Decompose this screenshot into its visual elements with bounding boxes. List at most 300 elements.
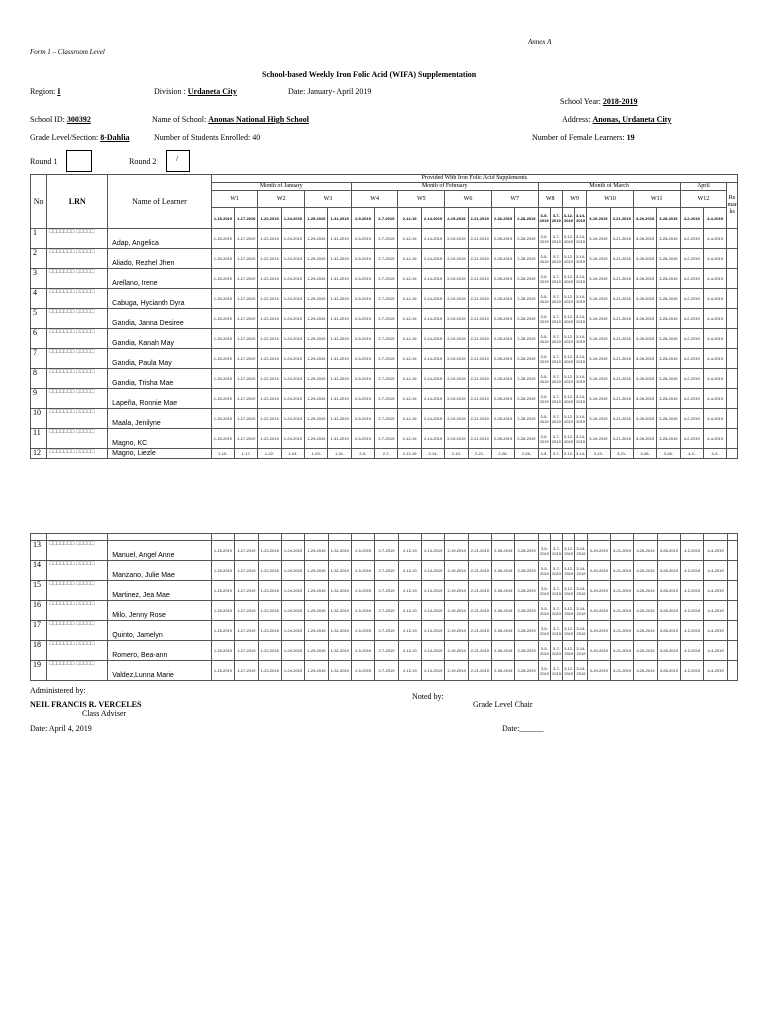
provided-header: Provided With Iron Folic Acid Supplements	[211, 175, 737, 183]
date-cell: 3-21-	[610, 449, 633, 459]
date-cell: 2-7-2019	[375, 229, 398, 249]
date-cell: 1-29-2019	[305, 621, 328, 641]
date-cell: 1-15-2019	[211, 429, 234, 449]
date-header: 4-4-2019	[703, 208, 726, 229]
date-cell: 2-7-2019	[375, 429, 398, 449]
date-cell: 2-21-2019	[468, 329, 491, 349]
date-cell: 3-14-2019	[575, 229, 587, 249]
date-cell: 4-4-2019	[704, 621, 727, 641]
date-cell: 2-7-2019	[375, 349, 398, 369]
date-cell: 4-2-2019	[681, 581, 704, 601]
date-cell: 3-19-2019	[587, 641, 610, 661]
date-cell: 3-19-2019	[587, 409, 610, 429]
date-cell: 2-14-2019	[421, 369, 444, 389]
date-header: 1-15-2019	[211, 208, 234, 229]
row-number: 17	[31, 621, 47, 641]
date-cell: 3-12-2019	[563, 541, 575, 561]
date-header: 1-29-2019	[305, 208, 328, 229]
date-cell: 2-21-2019	[468, 309, 491, 329]
date-cell: 1-22-2019	[258, 369, 281, 389]
date-cell: 1-29-2019	[305, 369, 328, 389]
date-cell: 3-21-2019	[610, 641, 633, 661]
date-cell: 3-7-2019	[550, 309, 562, 329]
date-cell: 3-26-	[633, 449, 656, 459]
date-cell: 2-26-2019	[491, 329, 514, 349]
date-header: 2-14-2019	[421, 208, 444, 229]
date-cell: 1-24-2019	[281, 309, 304, 329]
date-cell: 2-12-19	[398, 329, 421, 349]
round2-checkbox[interactable]	[166, 150, 190, 172]
date-cell: 2-5-2019	[351, 621, 374, 641]
date-cell: 2-26-2019	[492, 661, 515, 681]
date-cell: 3-21-2019	[610, 621, 633, 641]
date-cell: 3-21-2019	[610, 429, 633, 449]
date-cell: 3-26-2019	[633, 309, 656, 329]
date-cell: 1-31-2019	[328, 309, 351, 329]
date-cell: 2-12-19	[398, 601, 421, 621]
grade-value: 8-Dahlia	[100, 133, 130, 142]
date-cell: 1-29-	[305, 449, 328, 459]
date-cell: 3-12-2019	[562, 409, 574, 429]
date-cell: 1-31-2019	[328, 601, 351, 621]
month-header: Month of February	[351, 183, 538, 191]
week-header: W3	[305, 191, 352, 208]
date-cell: 1-29-2019	[305, 561, 328, 581]
date-cell: 2-14-2019	[421, 229, 444, 249]
table-row	[31, 601, 738, 621]
date-cell: 4-2-2019	[680, 369, 703, 389]
date-cell: 3-5-2019	[538, 641, 550, 661]
learner-name: Valdez,Lunna Marie	[108, 661, 212, 681]
date-cell: 3-21-2019	[610, 329, 633, 349]
date-cell: 2-28-2019	[515, 429, 538, 449]
date-cell: 3-26-2019	[633, 269, 656, 289]
date-cell: 3-12-2019	[563, 641, 575, 661]
date-cell: 4-2-	[680, 449, 703, 459]
date-cell: 3-26-2019	[634, 581, 657, 601]
date-cell: 2-26-2019	[492, 561, 515, 581]
school-year-value: 2018-2019	[602, 97, 638, 106]
date-cell: 3-7-2019	[551, 641, 563, 661]
date-cell: 2-7-2019	[375, 289, 398, 309]
grade-field	[30, 133, 130, 142]
female-field	[532, 133, 635, 142]
date-cell: 3-26-2019	[633, 369, 656, 389]
date-cell: 1-31-2019	[328, 289, 351, 309]
date-cell: 3-5-2019	[538, 429, 550, 449]
date-cell: 2-5-2019	[351, 249, 374, 269]
date-cell: 2-12-19	[398, 409, 421, 429]
date-cell: 2-28-2019	[515, 561, 538, 581]
date-cell: 3-28-2019	[657, 289, 680, 309]
date-cell: 2-26-2019	[492, 621, 515, 641]
date-header: 2-28-2019	[515, 208, 538, 229]
remarks-cell	[727, 429, 738, 449]
date-cell: 1-17-2019	[235, 429, 258, 449]
remarks-cell	[727, 621, 737, 641]
date-cell: 2-14-2019	[421, 309, 444, 329]
date-cell: 1-24-2019	[281, 389, 304, 409]
date-cell: 1-24-2019	[281, 601, 304, 621]
date-header: 2-26-2019	[491, 208, 514, 229]
date-cell: 3-28-2019	[657, 429, 680, 449]
date-cell: 3-21-2019	[610, 349, 633, 369]
date-cell	[681, 534, 704, 541]
date-cell: 2-12-19	[398, 581, 421, 601]
date-cell: 3-26-2019	[633, 329, 656, 349]
date-cell: 1-15-	[211, 449, 234, 459]
date-cell	[211, 534, 234, 541]
school-name-label: Name of School:	[152, 115, 207, 124]
date-cell: 2-19-2019	[445, 289, 468, 309]
date-cell: 1-15-2019	[211, 561, 234, 581]
date-cell: 1-22-2019	[258, 349, 281, 369]
date-cell: 1-15-2019	[211, 369, 234, 389]
date-cell: 2-28-2019	[515, 369, 538, 389]
date-cell: 1-31-2019	[328, 229, 351, 249]
date-cell: 1-24-2019	[281, 429, 304, 449]
row-number: 5	[31, 309, 47, 329]
date-cell: 2-26-2019	[491, 369, 514, 389]
date-cell: 1-17-2019	[235, 581, 258, 601]
date-cell: 4-2-2019	[681, 661, 704, 681]
date-cell: 4-4-2019	[704, 601, 727, 621]
date-cell: 2-21-2019	[468, 661, 491, 681]
date-cell: 4-4-2019	[703, 389, 726, 409]
date-cell: 2-26-2019	[491, 249, 514, 269]
date-cell: 2-19-2019	[445, 581, 468, 601]
lrn-cell: □□□□□□□ □□□□□	[47, 249, 108, 269]
date-cell: 3-14-2019	[575, 661, 587, 681]
date-cell: 2-26-2019	[491, 429, 514, 449]
date-cell: 1-24-2019	[281, 621, 304, 641]
date-cell: 1-17-2019	[235, 349, 258, 369]
week-header: W11	[633, 191, 680, 208]
row-number: 12	[31, 449, 47, 459]
date-cell: 3-19-2019	[587, 661, 610, 681]
date-cell: 1-22-2019	[258, 541, 281, 561]
table-row	[31, 561, 738, 581]
date-cell: 4-2-2019	[680, 349, 703, 369]
date-cell: 3-14-2019	[575, 601, 587, 621]
date-cell: 1-17-2019	[235, 561, 258, 581]
date-cell: 4-4-2019	[703, 429, 726, 449]
date-cell: 2-5-2019	[351, 289, 374, 309]
round2-label: Round 2	[129, 157, 157, 166]
remarks-cell	[727, 309, 738, 329]
date-cell: 4-2-2019	[680, 289, 703, 309]
date-cell: 3-5-2019	[538, 229, 550, 249]
remarks-cell	[727, 409, 738, 429]
date-cell: 3-7-2019	[550, 229, 562, 249]
date-cell: 1-31-	[328, 449, 351, 459]
date-cell: 2-26-2019	[491, 289, 514, 309]
date-cell: 3-26-2019	[633, 229, 656, 249]
remarks-cell	[727, 249, 738, 269]
date-cell: 1-15-2019	[211, 389, 234, 409]
date-cell: 1-24-2019	[281, 229, 304, 249]
week-header: W6	[445, 191, 492, 208]
date-cell: 3-5-2019	[538, 541, 550, 561]
date-cell: 3-7-2019	[551, 541, 563, 561]
date-cell: 2-26-2019	[491, 229, 514, 249]
date-cell: 2-28-2019	[515, 309, 538, 329]
round2-check-mark: /	[176, 154, 179, 163]
division-label: Division :	[154, 87, 186, 96]
date-cell: 1-22-2019	[258, 309, 281, 329]
date-cell: 1-29-2019	[305, 329, 328, 349]
date-cell: 2-19-2019	[445, 409, 468, 429]
date-cell: 3-28-2019	[657, 269, 680, 289]
col-lrn-header: LRN	[47, 175, 108, 229]
date-cell: 1-29-2019	[305, 309, 328, 329]
date-cell: 3-14-2019	[575, 621, 587, 641]
table-row	[31, 661, 738, 681]
date-cell: 3-14-2019	[575, 389, 587, 409]
date-cell: 2-28-2019	[515, 641, 538, 661]
date-cell: 2-5-2019	[351, 429, 374, 449]
date-cell: 1-17-2019	[235, 541, 258, 561]
month-header: April	[680, 183, 727, 191]
adviser-title: Class Adviser	[82, 709, 127, 718]
table-row	[31, 541, 738, 561]
date-cell: 2-5-2019	[351, 541, 374, 561]
date-cell: 3-19-2019	[587, 369, 610, 389]
date-cell: 2-28-2019	[515, 229, 538, 249]
date-cell: 2-28-2019	[515, 621, 538, 641]
lrn-cell: □□□□□□□ □□□□□	[47, 581, 108, 601]
date-cell: 2-14-2019	[421, 389, 444, 409]
region-field	[30, 87, 60, 96]
date-cell: 3-21-2019	[610, 289, 633, 309]
date-cell: 1-22-2019	[258, 661, 281, 681]
learner-name: Quinto, Jamelyn	[108, 621, 212, 641]
learner-name: Maala, Jenilyne	[108, 409, 212, 429]
date-cell: 3-14-2019	[575, 249, 587, 269]
learner-name: Milo, Jenny Rose	[108, 601, 212, 621]
date-cell: 3-28-2019	[657, 409, 680, 429]
date-cell: 1-31-2019	[328, 409, 351, 429]
date-cell: 3-7-2019	[550, 369, 562, 389]
date-cell: 1-22-2019	[258, 641, 281, 661]
date-cell: 3-19-2019	[587, 561, 610, 581]
school-id-value: 300392	[66, 115, 91, 124]
date-cell: 3-26-2019	[633, 389, 656, 409]
date-header: 3-19-2019	[587, 208, 610, 229]
lrn-cell: □□□□□□□ □□□□□	[47, 541, 108, 561]
date-cell: 2-21-2019	[468, 229, 491, 249]
date-cell: 3-26-2019	[633, 289, 656, 309]
date-cell: 2-14-2019	[421, 249, 444, 269]
week-header: W12	[680, 191, 727, 208]
date-cell: 2-19-2019	[445, 661, 468, 681]
school-year-field	[560, 97, 638, 106]
date-cell: 2-14-2019	[422, 621, 445, 641]
date-cell: 3-26-2019	[633, 429, 656, 449]
remarks-cell	[727, 581, 737, 601]
lrn-cell: □□□□□□□ □□□□□	[47, 329, 108, 349]
date-cell: 2-21-2019	[468, 369, 491, 389]
date-cell: 2-26-2019	[491, 349, 514, 369]
date-cell: 4-2-2019	[681, 641, 704, 661]
date-cell: 1-22-2019	[258, 581, 281, 601]
wifa-table-page2	[30, 533, 738, 681]
date-cell	[538, 534, 550, 541]
date-cell: 2-28-2019	[515, 389, 538, 409]
date-cell: 2-14-2019	[422, 561, 445, 581]
date-cell: 3-28-2019	[657, 369, 680, 389]
date-cell: 3-5-2019	[538, 581, 550, 601]
date-cell: 1-15-2019	[211, 269, 234, 289]
table-row	[31, 249, 738, 269]
date-cell: 1-17-2019	[235, 329, 258, 349]
date-cell: 2-12-19	[398, 389, 421, 409]
date-cell: 1-29-2019	[305, 541, 328, 561]
date-cell: 2-7-2019	[375, 641, 398, 661]
date-cell: 2-28-2019	[515, 601, 538, 621]
date-cell: 4-4-2019	[703, 269, 726, 289]
date-cell: 1-24-2019	[281, 641, 304, 661]
date-cell: 1-29-2019	[305, 641, 328, 661]
date-cell: 1-24-2019	[281, 329, 304, 349]
date-cell: 4-2-2019	[681, 621, 704, 641]
date-cell: 3-12-2019	[562, 349, 574, 369]
date-cell: 2-12-19	[398, 449, 421, 459]
date-cell: 2-28-2019	[515, 349, 538, 369]
date-cell: 1-15-2019	[211, 601, 234, 621]
date-cell: 3-28-2019	[657, 561, 680, 581]
row-number: 6	[31, 329, 47, 349]
learner-name	[108, 534, 212, 541]
enrolled-count: Number of Students Enrolled: 40	[154, 133, 261, 142]
lrn-cell: □□□□□□□ □□□□□	[47, 389, 108, 409]
date-cell: 3-28-2019	[657, 661, 680, 681]
date-cell: 1-17-2019	[235, 249, 258, 269]
date-cell: 3-12-2019	[563, 621, 575, 641]
date-cell: 3-12-2019	[563, 581, 575, 601]
date-cell: 2-7-2019	[375, 561, 398, 581]
date-cell: 3-7-2019	[550, 269, 562, 289]
date-cell: 3-14-	[575, 449, 587, 459]
date-cell	[305, 534, 328, 541]
date-cell: 2-14-2019	[421, 429, 444, 449]
date-cell: 2-21-	[468, 449, 491, 459]
date-header: 3-21-2019	[610, 208, 633, 229]
date-cell: 3-19-2019	[587, 249, 610, 269]
date-cell: 3-14-2019	[575, 369, 587, 389]
address-label: Address:	[562, 115, 591, 124]
date-cell	[551, 534, 563, 541]
learner-name: Manzano, Julie Mae	[108, 561, 212, 581]
lrn-cell: □□□□□□□ □□□□□	[47, 349, 108, 369]
date-cell: 1-17-2019	[235, 389, 258, 409]
date-cell: 3-7-2019	[551, 561, 563, 581]
date-cell: 1-17-2019	[235, 289, 258, 309]
school-year-label: School Year:	[560, 97, 601, 106]
learner-name: Magno, KC	[108, 429, 212, 449]
date-cell: 1-15-2019	[211, 309, 234, 329]
date-cell: 1-22-2019	[258, 621, 281, 641]
date-cell: 4-4-2019	[704, 561, 727, 581]
date-cell: 3-28-2019	[657, 601, 680, 621]
date-cell: 3-19-2019	[587, 269, 610, 289]
learner-name: Adap, Angelica	[108, 229, 212, 249]
date-cell: 2-28-2019	[515, 269, 538, 289]
date-cell: 3-19-	[587, 449, 610, 459]
date-cell: 1-22-2019	[258, 389, 281, 409]
date-cell: 3-5-2019	[538, 269, 550, 289]
lrn-cell: □□□□□□□ □□□□□	[47, 661, 108, 681]
date-cell: 2-12-19	[398, 621, 421, 641]
date-cell: 3-14-2019	[575, 329, 587, 349]
date-cell: 3-19-2019	[587, 349, 610, 369]
date-cell: 3-7-2019	[550, 429, 562, 449]
row-number: 13	[31, 541, 47, 561]
round1-checkbox[interactable]	[66, 150, 92, 172]
date-cell: 1-31-2019	[328, 249, 351, 269]
date-cell: 3-5-2019	[538, 661, 550, 681]
date-cell: 3-26-2019	[634, 641, 657, 661]
date-cell: 4-2-2019	[680, 309, 703, 329]
date-cell: 1-31-2019	[328, 429, 351, 449]
date-cell: 2-21-2019	[468, 621, 491, 641]
date-cell: 3-26-2019	[634, 541, 657, 561]
date-cell	[375, 534, 398, 541]
date-header: 3-26-2019	[633, 208, 656, 229]
date-cell: 1-29-2019	[305, 289, 328, 309]
date-cell: 1-31-2019	[328, 269, 351, 289]
date-cell: 1-17-2019	[235, 369, 258, 389]
table-row	[31, 581, 738, 601]
date-cell: 2-12-19	[398, 229, 421, 249]
date-cell: 4-4-2019	[704, 661, 727, 681]
lrn-cell: □□□□□□□ □□□□□	[47, 309, 108, 329]
date-cell: 2-26-2019	[492, 541, 515, 561]
date-cell: 1-22-2019	[258, 289, 281, 309]
date-cell: 4-2-2019	[680, 429, 703, 449]
date-cell: 3-28-2019	[657, 621, 680, 641]
date-cell: 4-4-2019	[703, 229, 726, 249]
date-cell: 3-12-2019	[562, 309, 574, 329]
row-number: 18	[31, 641, 47, 661]
date-cell: 2-21-2019	[468, 581, 491, 601]
date-cell: 2-5-2019	[351, 561, 374, 581]
date-cell: 1-22-	[258, 449, 281, 459]
date-cell: 2-19-2019	[445, 249, 468, 269]
date-cell: 3-21-2019	[610, 541, 633, 561]
date-cell: 1-24-2019	[281, 249, 304, 269]
row-number: 10	[31, 409, 47, 429]
date-cell: 2-12-19	[398, 269, 421, 289]
date-cell: 2-14-2019	[422, 541, 445, 561]
date-cell: 4-2-2019	[681, 541, 704, 561]
date-cell: 2-19-2019	[445, 329, 468, 349]
date-cell: 3-7-2019	[551, 601, 563, 621]
date-cell: 1-31-2019	[328, 561, 351, 581]
table-row	[31, 229, 738, 249]
row-number: 15	[31, 581, 47, 601]
learner-name: Romero, Bea-ann	[108, 641, 212, 661]
lrn-cell: □□□□□□□ □□□□□	[47, 621, 108, 641]
round1-label: Round 1	[30, 157, 58, 166]
date-cell: 2-21-2019	[468, 641, 491, 661]
date-cell: 3-26-2019	[634, 661, 657, 681]
date-cell: 1-29-2019	[305, 581, 328, 601]
date-header: 3-14-2019	[575, 208, 587, 229]
date-cell: 3-12-2019	[563, 561, 575, 581]
date-cell: 2-19-	[445, 449, 468, 459]
table-row	[31, 621, 738, 641]
